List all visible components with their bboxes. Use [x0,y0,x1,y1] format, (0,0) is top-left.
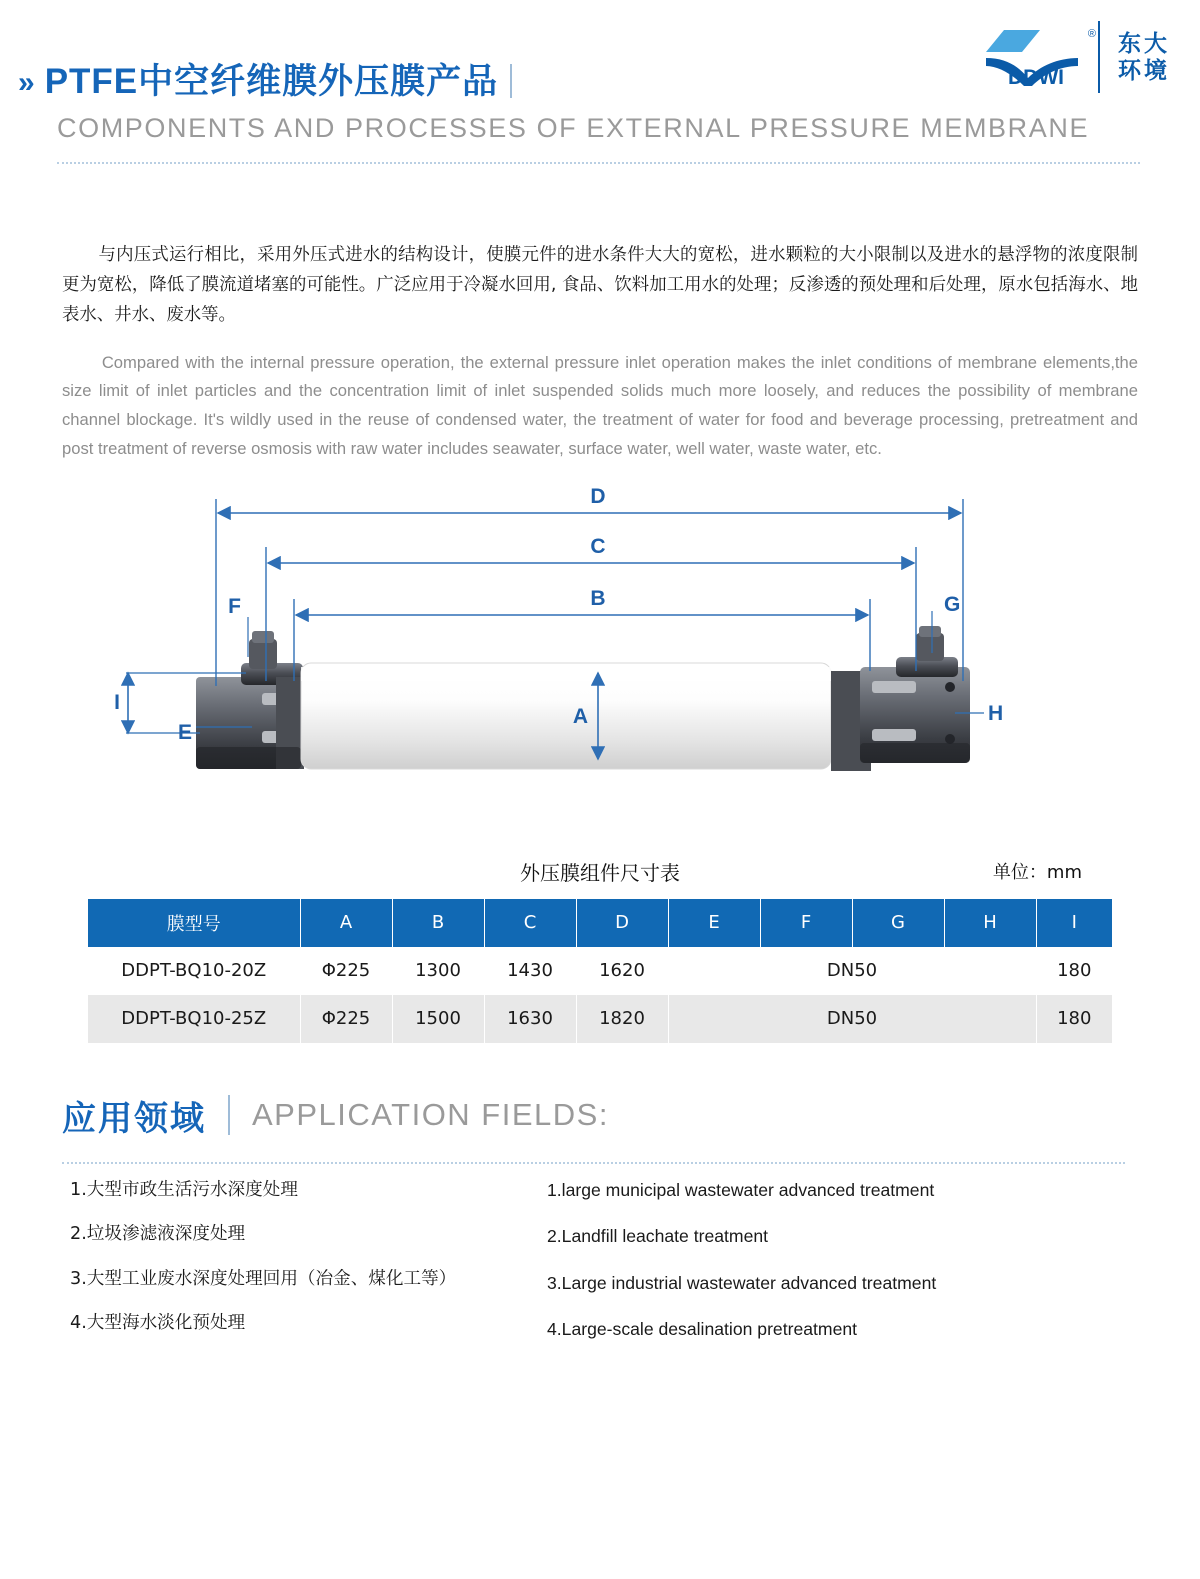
cell-i: 180 [1036,947,1112,995]
application-fields-lists [0,1164,1200,1368]
intro-paragraph-cn: 与内压式运行相比，采用外压式进水的结构设计，使膜元件的进水条件大大的宽松，进水颗粒的大小限制以及进水的悬浮物的浓度限制更为宽松，降低了膜流道堵塞的可能性。广泛应用于冷凝水回用, 食品、饮料加工用水的处理；反渗透的预处理和后处理，原水包括海水、地表水、井水、废水等。 [62,245,1138,326]
ddwi-logo-icon [978,22,1096,92]
table-header-e: E [668,899,760,947]
list-item: 3.Large industrial wastewater advanced treatment [547,1272,937,1293]
application-title-divider [228,1095,230,1135]
list-item: 4.大型海水淡化预处理 [70,1313,246,1334]
table-header-d: D [576,899,668,947]
table-row [88,947,1112,995]
cell-d: 1620 [576,947,668,995]
double-chevron-icon: » [18,66,35,99]
list-item: 3.大型工业废水深度处理回用（冶金、煤化工等） [70,1268,457,1289]
list-item: 4.Large-scale desalination pretreatment [547,1319,858,1340]
diagram-svg [0,481,1200,851]
membrane-left-endcap [196,631,304,769]
dim-label-b: B [590,586,606,610]
svg-text:DDWI: DDWI [1008,66,1064,89]
dim-label-e: E [177,720,192,744]
cell-c: 1630 [484,995,576,1043]
application-fields-header [0,1043,1200,1140]
dim-label-i: I [114,690,120,714]
application-title-en: APPLICATION FIELDS: [252,1097,609,1133]
table-unit: 单位：mm [992,861,1082,883]
cell-a: Φ225 [300,947,392,995]
table-caption-row [0,857,1200,891]
table-header-row [88,899,1112,947]
table-header-g: G [852,899,944,947]
cell-b: 1500 [392,995,484,1043]
table-header-h: H [944,899,1036,947]
page-subtitle: COMPONENTS AND PROCESSES OF EXTERNAL PRESSURE MEMBRANE [57,113,1090,143]
dim-label-f: F [228,594,241,618]
dimension-table [88,899,1112,1043]
page-title: PTFE中空纤维膜外压膜产品 [44,62,499,101]
cell-model: DDPT-BQ10-20Z [88,947,300,995]
dim-label-c: C [590,534,606,558]
cell-i: 180 [1036,995,1112,1043]
page-header [0,0,1200,210]
table-header-f: F [760,899,852,947]
application-title-cn: 应用领域 [62,1098,206,1139]
dim-label-g: G [944,592,961,616]
list-item: 1.large municipal wastewater advanced treatment [547,1179,935,1200]
intro-paragraph-en: Compared with the internal pressure operation, the external pressure inlet operation makes the inlet conditions of membrane elements,the size limit of inlet particles and the concentration limit of inlet suspended solids much more loosely, and reduces the possibility of membrane channel blockage. It's wildly used in the reuse of condensed water, the treatment of water for food and beverage processing, pretreatment and post treatment of reverse osmosis with raw water includes seawater, surface water, well water, waste water, etc. [62,352,1138,459]
cell-model: DDPT-BQ10-25Z [88,995,300,1043]
application-list-en [545,1179,1165,1368]
table-header-model: 膜型号 [88,899,300,947]
logo-divider [1098,21,1100,93]
dim-label-h: H [988,701,1004,725]
list-item: 2.垃圾渗滤液深度处理 [70,1224,246,1245]
list-item: 1.大型市政生活污水深度处理 [70,1179,298,1200]
membrane-body [301,663,831,769]
registered-mark: ® [1087,28,1096,40]
header-dotted-rule [57,162,1140,164]
cell-b: 1300 [392,947,484,995]
cell-efgh: DN50 [668,947,1036,995]
table-title: 外压膜组件尺寸表 [520,860,680,885]
membrane-right-endcap [831,626,970,771]
table-header-i: I [1036,899,1112,947]
logo-cn-line2: 环境 [1118,57,1170,83]
cell-d: 1820 [576,995,668,1043]
logo-chinese-name [1118,30,1170,84]
cell-efgh: DN50 [668,995,1036,1043]
application-list-cn [0,1179,545,1368]
membrane-dimension-diagram [0,481,1200,851]
table-header-b: B [392,899,484,947]
table-header-a: A [300,899,392,947]
dim-label-d: D [590,484,606,508]
title-divider [510,64,512,98]
table-header-c: C [484,899,576,947]
intro-section [0,210,1200,464]
table-row [88,995,1112,1043]
cell-c: 1430 [484,947,576,995]
dim-label-a: A [572,704,588,728]
company-logo [978,18,1170,96]
cell-a: Φ225 [300,995,392,1043]
list-item: 2.Landfill leachate treatment [547,1226,769,1247]
ddwi-logo-svg [978,22,1088,92]
logo-cn-line1: 东大 [1118,29,1170,56]
